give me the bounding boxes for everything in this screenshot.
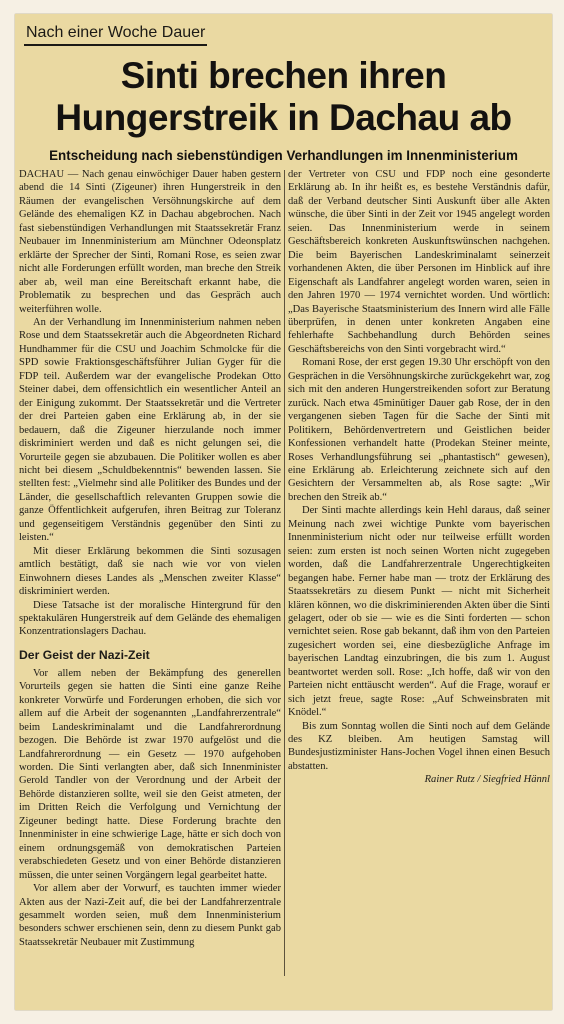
right-column <box>288 168 550 787</box>
paragraph: Diese Tatsache ist der moralische Hintergrund für den spektakulären Hungerstreik auf dem Gelände des ehemaligen Konzentrationslagers Dachau. <box>19 599 281 638</box>
subheadline: Entscheidung nach siebenstündigen Verhandlungen im Innenministerium <box>49 148 518 163</box>
paragraph: Vor allem aber der Vorwurf, es tauchten immer wieder Akten aus der Nazi-Zeit auf, die bei der Landfahrerzentrale gesammelt worden seien, muß dem Innenministerium besonders schwer erschienen sein, denn zu diesem Punkt gab Staatssekretär Neubauer mit Zustimmung <box>19 883 281 948</box>
paragraph: Mit dieser Erklärung bekommen die Sinti sozusagen amtlich bestätigt, daß sie nach wie vor von vielen Einwohnern dieses Landes als „Menschen zweiter Klasse“ diskriminiert werden. <box>19 545 281 598</box>
newspaper-clipping <box>15 14 552 1010</box>
paragraph: An der Verhandlung im Innenministerium nahmen neben Rose und dem Staatssekretär auch die Abgeordneten Richard Hundhammer für die CSU und Joachim Schmolcke für die SPD sowie Fraktionsgeschäftsführer Julian Gyger für die FDP teil. Außerdem war der evangelische Prodekan Otto Steiner dabei, dem offensichtlich ein wesentlicher Anteil an der Einigung zukommt. Der Staatssekretär und die Vertreter der drei Parteien gaben eine Erklärung ab, in der sie bedauern, daß die Zigeuner hierzulande noch immer diskriminiert werden und daß es nicht gelungen sei, die Vorurteile gegen sie abzubauen. Die Politiker wollen es aber nicht bei diesem „Schuldbekenntnis“ bewenden lassen. Sie stellten fest: „Vielmehr sind alle Politiker des Bundes und der Länder, die gesellschaftlich relevanten Gruppen sowie die ganze Öffentlichkeit aufgerufen, ihren Beitrag zur Toleranz und gegenseitigem Verständnis gegenüber den Sinti zu leisten.“ <box>19 316 281 544</box>
kicker: Nach einer Woche Dauer <box>24 24 207 46</box>
headline-line-1: Sinti brechen ihren <box>120 55 447 96</box>
paragraph: Romani Rose, der erst gegen 19.30 Uhr erschöpft von den Gesprächen in die Versöhnungskirche zurückgekehrt war, zog sich mit den anderen Hungerstreikenden sofort zur Beratung zurück. Nach etwa 45minütiger Dauer gab Rose, der in den vergangenen sieben Tagen für die Sache der Sinti mit Politikern, Behördenvertretern und Geistlichen beider Konfessionen verhandelt hatte (Prodekan Steiner meinte, Roses Verhandlungsführung sei „phantastisch“ gewesen), eine Erklärung ab. Erleichterung zeichnete sich auf den Gesichtern der Versammelten ab, als Rose sagte: „Wir brechen den Streik ab.“ <box>288 357 550 503</box>
paragraph: DACHAU — Nach genau einwöchiger Dauer haben gestern abend die 14 Sinti (Zigeuner) ihren Hungerstreik in den Räumen der evangelischen Versöhnungskirche auf dem Gelände des ehemaligen KZ in Dachau abgebrochen. Nach fast siebenstündigen Verhandlungen mit Staatssekretär Franz Neubauer im Innenministerium am Münchner Odeonsplatz erklärte der Sprecher der Sinti, Romani Rose, es seien zwar nicht alle Forderungen erfüllt worden, man breche den Streik aber ab, weil man eine Bereitschaft erkannt habe, die Problematik zu besprechen und das Gespräch auch weiterführen wolle. <box>19 169 281 315</box>
byline: Rainer Rutz / Siegfried Hännl <box>424 774 550 786</box>
paragraph: Der Sinti machte allerdings kein Hehl daraus, daß seiner Meinung nach zwei wichtige Punkte vom bayerischen Innenministerium nicht oder nur teilweise erfüllt worden seien: zum ersten ist noch seinen Worten nicht zugegeben worden, daß die Landfahrerzentrale Ungerechtigkeiten begangen habe. Ferner habe man — trotz der Erklärung des Staatssekretärs zu diesem Punkt — nicht mit Sicherheit klären können, wo die diskriminierenden Akten über die Sinti gelagert, oder ob sie — wie es die Sinti forderten — schon vernichtet seien. Rose gab bekannt, daß ihm von den Parteien zugesichert worden sei, eine diesbezügliche Anfrage im bayerischen Landtag einzubringen, die bis zum 1. August beantwortet werden soll. Rose: „Ich hoffe, daß wir von den Parteien nicht enttäuscht werden“. Auf die Frage, worauf er sich jetzt freue, sagte Rose: „Auf Schweinsbraten mit Knödel.“ <box>288 505 550 719</box>
left-column <box>19 168 281 949</box>
column-divider <box>284 170 285 976</box>
paragraph: Vor allem neben der Bekämpfung des generellen Vorurteils gegen sie hatten die Sinti eine ganze Reihe konkreter Vorwürfe und Forderungen erhoben, die sich vor allem auf die Arbeit der sogenannten „Landfahrerzentrale“ beim Landeskriminalamt und die Landfahrerordnung bezogen. Die Behörde ist zwar 1970 aufgelöst und die Landfahrerordnung — ein Gesetz — 1970 aufgehoben worden. Die Sinti verlangten aber, daß sich Innenminister Gerold Tandler von der Verordnung und der Arbeit der Behörde distanzieren sollte, weil sie den Geist atmeten, der im Dritten Reich die Verfolgung und Vernichtung der Zigeuner bedingt hatte. Diese Forderung brachte den Innenminister in eine schwierige Lage, hätte er sich doch von einem ordnungsgemäß von demokratischen Parteien verabschiedeten Gesetz und von einer Behörde distanzieren müssen, die unter seinen Vorgängern legal gearbeitet hatte. <box>19 667 281 881</box>
section-heading: Der Geist der Nazi-Zeit <box>19 647 150 662</box>
paragraph: der Vertreter von CSU und FDP noch eine gesonderte Erklärung ab. In ihr heißt es, es bestehe Verständnis dafür, daß der Verband deutscher Sinti Auskunft über alle Akten wünsche, die über Sinti in der Zeit vor 1945 angelegt worden seien. Das Innenministerium werde in seinem Geschäftsbereich konkreten Auskunftswünschen nachgehen. Die beim Bayerischen Landeskriminalamt seinerzeit vorhandenen Akten, die über Personen im Hinblick auf ihre Eigenschaft als Landfahrer angelegt worden waren, seien in den Jahren 1970 — 1974 vernichtet worden. Und wörtlich: „Das Bayerische Staatsministerium des Innern wird alle Fälle überprüfen, in denen unter konkreten Angaben eine fehlerhafte Sachbehandlung durch Behörden seines Geschäftsbereichs von den Sinti vorgebracht wird.“ <box>288 169 550 355</box>
headline-line-2: Hungerstreik in Dachau ab <box>55 97 512 138</box>
paragraph: Bis zum Sonntag wollen die Sinti noch auf dem Gelände des KZ bleiben. Am heutigen Samstag will Bundesjustizminister Hans-Jochen Vogel ihnen einen Besuch abstatten. <box>288 720 550 772</box>
